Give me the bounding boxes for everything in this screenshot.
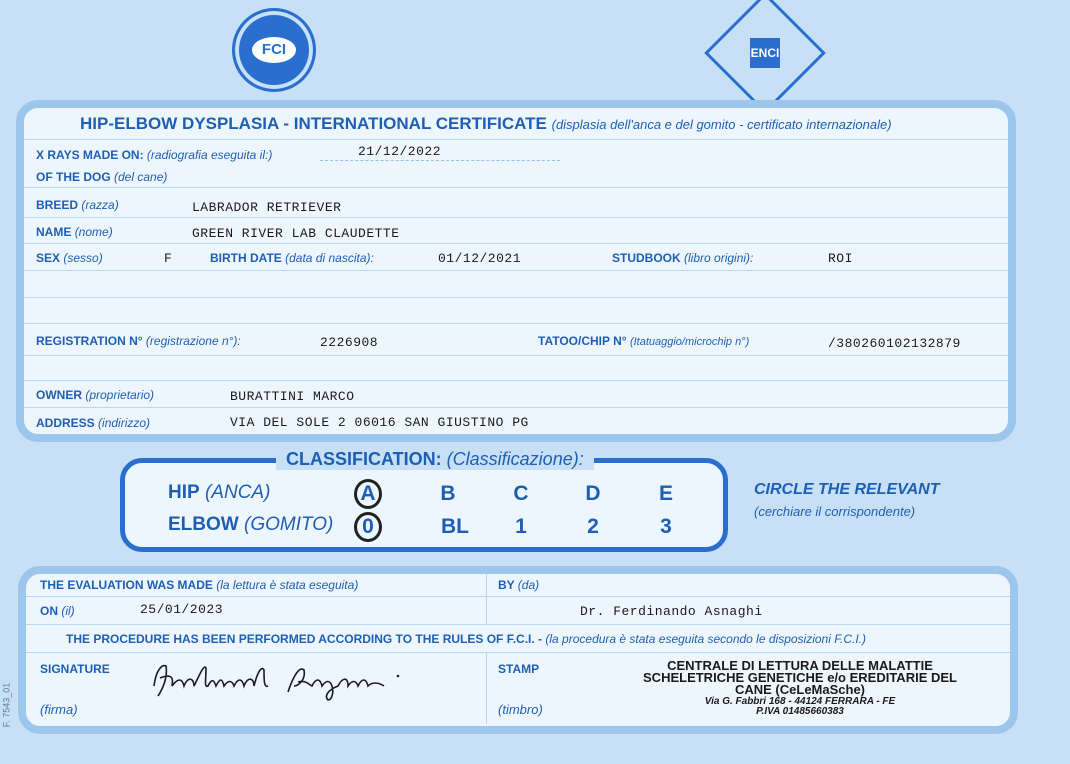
owner-label: OWNER (proprietario) [36,388,155,402]
hip-grade-a[interactable]: A [360,482,376,505]
elbow-grade-bl[interactable]: BL [441,515,469,538]
hip-grade-b[interactable]: B [440,482,456,505]
certificate-subtitle: (displasia dell'anca e del gomito - certificato internazionale) [551,117,892,132]
enci-logo [700,4,830,104]
hip-grade-e[interactable]: E [658,482,673,505]
circle-instruction-it: (cerchiare il corrispondente) [754,504,916,519]
name-label: NAME (nome) [36,225,113,239]
chip-label: TATOO/CHIP N° (Itatuaggio/microchip n°) [538,334,750,348]
of-dog-label: OF THE DOG (del cane) [36,170,168,184]
elbow-grade-2[interactable]: 2 [587,515,599,538]
studbook-value: ROI [828,251,853,266]
evaluation-date: 25/01/2023 [140,602,224,617]
stamp-line-4: Via G. Fabbri 168 - 44124 FERRARA - FE [704,696,896,707]
evaluator-name: Dr. Ferdinando Asnaghi [580,604,763,619]
hip-label: HIP (ANCA) [168,482,271,503]
registration-value: 2226908 [320,335,379,350]
breed-value: LABRADOR RETRIEVER [192,200,342,215]
classification-box [120,458,728,552]
chip-value: /380260102132879 [828,336,961,351]
elbow-grade-1[interactable]: 1 [515,515,527,538]
hip-grade-c[interactable]: C [513,482,529,505]
elbow-label: ELBOW (GOMITO) [168,514,334,535]
signature-label-it: (firma) [40,702,78,717]
certificate-title: HIP-ELBOW DYSPLASIA - INTERNATIONAL CERTIFICATE (displasia dell'anca e del gomito - certificato internazionale) [80,114,892,133]
name-value: GREEN RIVER LAB CLAUDETTE [192,226,400,241]
sex-value: F [164,251,173,266]
stamp-line-2: SCHELETRICHE GENETICHE e/o EREDITARIE DEL [643,670,957,685]
classification-title: CLASSIFICATION: (Classificazione): [276,449,594,470]
birth-date-label: BIRTH DATE (data di nascita): [210,251,374,265]
stamp-line-5: P.IVA 01485660383 [756,706,844,717]
address-value: VIA DEL SOLE 2 06016 SAN GIUSTINO PG [230,415,529,430]
stamp-line-1: CENTRALE DI LETTURA DELLE MALATTIE [667,658,933,673]
stamp-line-3: CANE (CeLeMaSche) [734,682,866,697]
elbow-grade-3[interactable]: 3 [660,515,672,538]
xrays-date: 21/12/2022 [358,144,442,159]
hip-grade-d[interactable]: D [585,482,601,505]
studbook-label: STUDBOOK (libro origini): [612,251,754,265]
signature-label: SIGNATURE [40,662,110,676]
form-code: F. 7543_01 [1,682,12,728]
hip-selection-circle [354,479,382,509]
owner-value: BURATTINI MARCO [230,389,355,404]
elbow-grade-0[interactable]: 0 [362,515,374,538]
elbow-selection-circle [354,512,382,542]
fci-logo [232,8,316,92]
address-label: ADDRESS (indirizzo) [36,416,151,430]
evaluated-by-label: BY (da) [498,578,540,592]
handwritten-signature [148,656,418,704]
fci-logo-text: FCI [252,37,296,63]
stamp-label: STAMP [498,662,540,676]
xrays-label: X RAYS MADE ON: (radiografia eseguita il:) [36,148,273,162]
breed-label: BREED (razza) [36,198,119,212]
procedure-statement: THE PROCEDURE HAS BEEN PERFORMED ACCORDING TO THE RULES OF F.C.I. - (la procedura è stata eseguita secondo le disposizioni F.C.I.) [66,632,866,646]
registration-label: REGISTRATION N° (registrazione n°): [36,334,241,348]
enci-logo-text: ENCI [750,38,780,68]
sex-label: SEX (sesso) [36,251,103,265]
evaluation-on-label: ON (il) [40,604,75,618]
stamp-label-it: (timbro) [498,702,543,717]
circle-instruction: CIRCLE THE RELEVANT [754,481,940,498]
birth-date-value: 01/12/2021 [438,251,522,266]
evaluation-made-label: THE EVALUATION WAS MADE (la lettura è stata eseguita) [40,578,359,592]
